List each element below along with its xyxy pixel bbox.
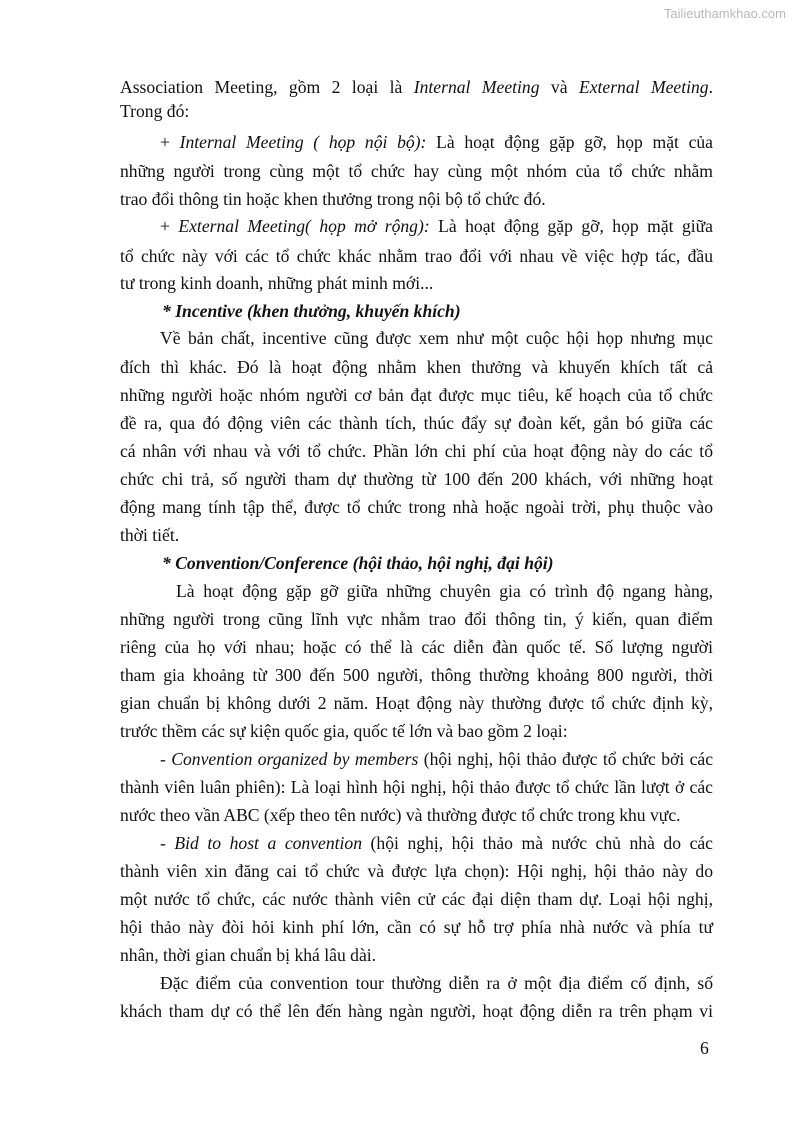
text-line	[120, 664, 713, 686]
text-line	[120, 245, 713, 267]
text-line	[120, 524, 713, 546]
text-line	[120, 188, 713, 210]
text-segment: nhân, thời gian chuẩn bị khá lâu dài.	[120, 945, 377, 965]
text-segment: (hội nghị, hội thảo mà nước chủ nhà do các	[362, 833, 713, 853]
text-line	[120, 636, 713, 658]
text-segment: +	[160, 216, 179, 236]
text-line	[160, 832, 713, 854]
text-segment: động mang tính tập thể, được tổ chức trong nhà hoặc ngoài trời, phụ thuộc vào	[120, 497, 713, 517]
text-segment: tổ chức này với các tổ chức khác nhằm trao đổi với nhau về việc hợp tác, đầu	[120, 246, 713, 266]
text-line	[120, 440, 713, 462]
text-line	[176, 580, 713, 602]
text-segment: -	[160, 833, 175, 853]
text-segment: Là hoạt động gặp gỡ, họp mặt giữa	[429, 216, 713, 236]
text-segment: Internal Meeting	[413, 77, 540, 97]
text-segment: hội thảo này đòi hỏi kinh phí lớn, cần có sự hỗ trợ phía nhà nước và phía tư	[120, 917, 713, 937]
text-line	[120, 608, 713, 630]
text-segment: External Meeting	[578, 77, 709, 97]
text-line	[120, 916, 713, 938]
text-line	[120, 468, 713, 490]
text-line	[120, 496, 713, 518]
text-line	[120, 356, 713, 378]
text-line	[120, 860, 713, 882]
text-segment: Bid to host a convention	[174, 833, 363, 853]
text-segment: những người trong cùng một tổ chức hay cùng một nhóm của tổ chức nhằm	[120, 161, 713, 181]
text-segment: Về bản chất, incentive cũng được xem như một cuộc hội họp nhưng mục	[160, 328, 713, 348]
text-segment: chức chi trả, số người tham dự thường từ 100 đến 200 khách, với những hoạt	[120, 469, 713, 489]
text-segment: Là hoạt động gặp gỡ, họp mặt của	[426, 132, 713, 152]
text-segment: và	[539, 77, 579, 97]
text-segment: nước theo vần ABC (xếp theo tên nước) và thường được tổ chức trong khu vực.	[120, 805, 681, 825]
text-segment: đề ra, qua đó động viên các thành tích, thúc đẩy sự đoàn kết, gắn bó giữa các	[120, 413, 713, 433]
text-segment: tư trong kinh doanh, những phát minh mới...	[120, 273, 434, 293]
text-line	[160, 327, 713, 349]
text-line	[120, 888, 713, 910]
text-segment: gian chuẩn bị không dưới 2 năm. Hoạt động này thường được tổ chức định kỳ,	[120, 693, 713, 713]
text-segment: một nước tổ chức, các nước thành viên cử các đại diện tham dự. Loại hội nghị,	[120, 889, 713, 909]
text-segment: trước thềm các sự kiện quốc gia, quốc tế lớn và bao gồm 2 loại:	[120, 721, 568, 741]
text-segment: Trong đó:	[120, 101, 190, 121]
text-line	[160, 131, 713, 153]
text-line	[120, 384, 713, 406]
text-line	[160, 748, 713, 770]
text-line	[120, 76, 713, 98]
text-segment: +	[160, 132, 180, 152]
text-segment: thành viên luân phiên): Là loại hình hội nghị, hội thảo được tổ chức lần lượt ở các	[120, 777, 713, 797]
text-line	[120, 412, 713, 434]
text-line	[162, 552, 713, 574]
text-segment: Convention organized by members	[171, 749, 419, 769]
text-line	[160, 215, 713, 237]
text-line	[120, 944, 713, 966]
text-line	[120, 804, 713, 826]
text-line	[120, 100, 713, 122]
text-line	[162, 300, 713, 322]
watermark: Tailieuthamkhao.com	[663, 6, 786, 21]
text-segment: Internal Meeting ( họp nội bộ):	[179, 132, 427, 152]
text-segment: (hội nghị, hội thảo được tổ chức bởi các	[418, 749, 714, 769]
text-segment: tham gia khoảng từ 300 đến 500 người, thông thường khoảng 800 người, thời	[120, 665, 713, 685]
text-line	[120, 776, 713, 798]
text-segment: Đặc điểm của convention tour thường diễn ra ở một địa điểm cố định, số	[160, 973, 713, 993]
text-segment: khách tham dự có thể lên đến hàng ngàn người, hoạt động diễn ra trên phạm vi	[120, 1001, 713, 1021]
text-segment: những người trong cũng lĩnh vực nhằm trao đổi thông tin, ý kiến, quan điểm	[120, 609, 713, 629]
text-line	[120, 720, 713, 742]
text-line	[120, 272, 713, 294]
text-segment: * Incentive (khen thưởng, khuyến khích)	[162, 301, 461, 321]
text-line	[120, 692, 713, 714]
text-segment: .	[708, 77, 714, 97]
text-line	[120, 160, 713, 182]
text-segment: trao đổi thông tin hoặc khen thưởng trong nội bộ tổ chức đó.	[120, 189, 546, 209]
text-segment: thời tiết.	[120, 525, 180, 545]
text-segment: * Convention/Conference (hội thảo, hội nghị, đại hội)	[162, 553, 554, 573]
text-segment: riêng của họ với nhau; hoặc có thể là các diễn đàn quốc tế. Số lượng người	[120, 637, 713, 657]
text-segment: những người hoặc nhóm người cơ bản đạt được mục tiêu, kế hoạch của tổ chức	[120, 385, 713, 405]
text-segment: Là hoạt động gặp gỡ giữa những chuyên gia có trình độ ngang hàng,	[176, 581, 713, 601]
text-line	[120, 1000, 713, 1022]
text-segment: thành viên xin đăng cai tổ chức và được lựa chọn): Hội nghị, hội thảo này do	[120, 861, 713, 881]
text-segment: đích thì khác. Đó là hoạt động nhằm khen thưởng và khuyến khích tất cả	[120, 357, 713, 377]
page-number: 6	[700, 1038, 709, 1058]
text-line	[160, 972, 713, 994]
text-segment: External Meeting( họp mở rộng):	[178, 216, 430, 236]
text-segment: -	[160, 749, 172, 769]
text-segment: cá nhân với nhau và với tổ chức. Phần lớn chi phí của hoạt động này do các tổ	[120, 441, 713, 461]
text-segment: Association Meeting, gồm 2 loại là	[120, 77, 414, 97]
